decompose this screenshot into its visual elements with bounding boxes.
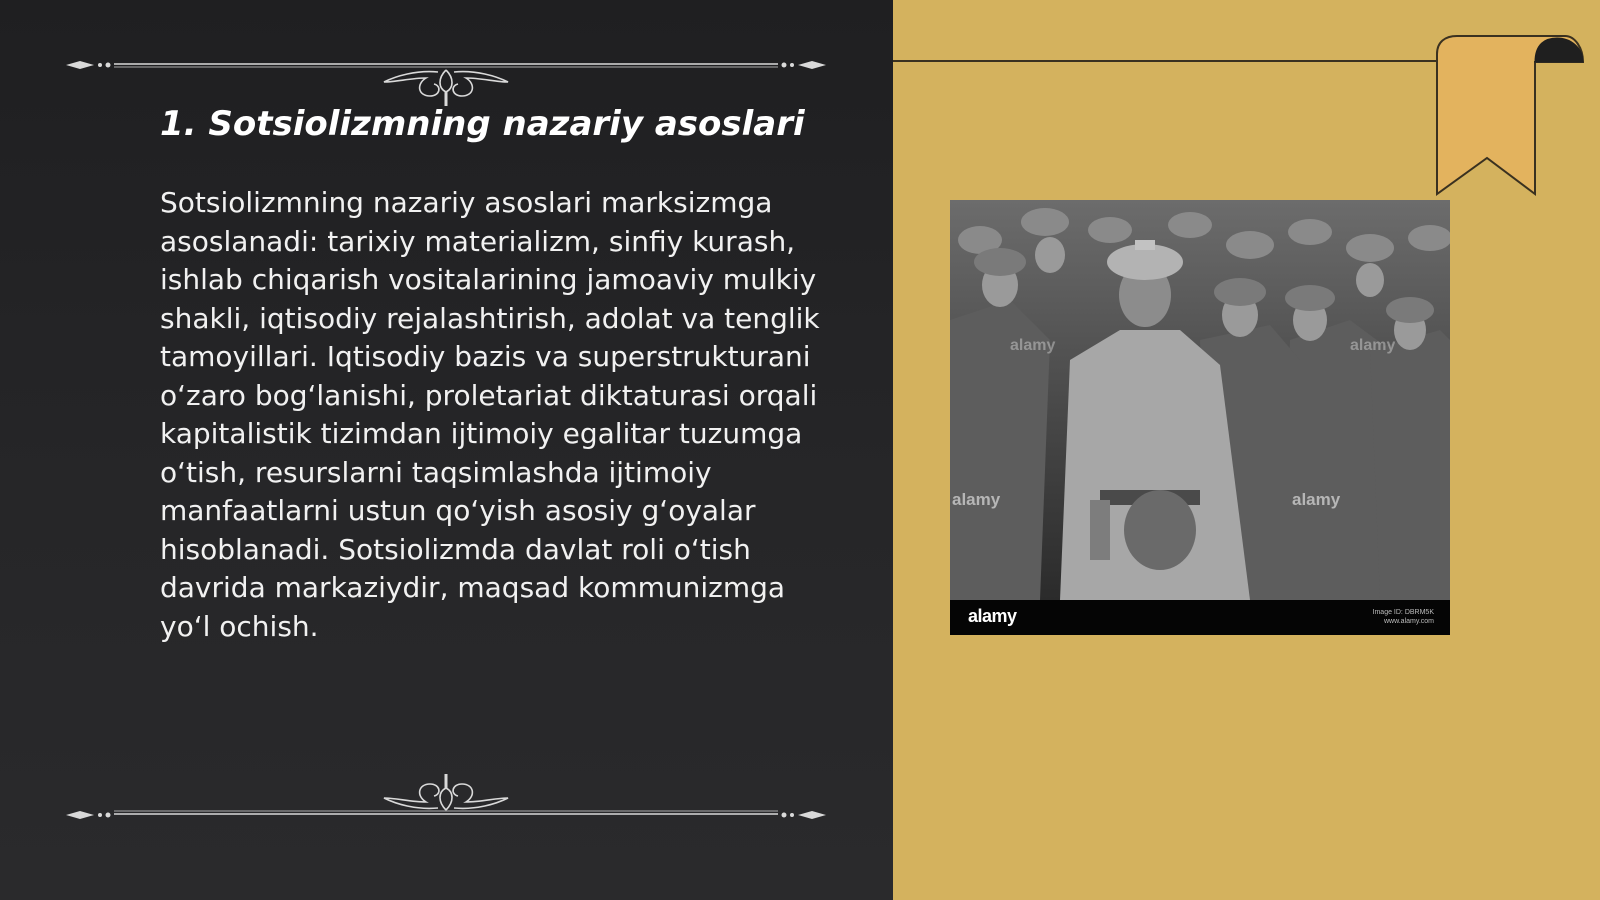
photo-credit-url: www.alamy.com: [1383, 618, 1434, 625]
svg-text:alamy: alamy: [1010, 337, 1056, 354]
ribbon-bookmark-icon: [1435, 34, 1585, 199]
svg-text:alamy: alamy: [1350, 337, 1396, 354]
photo-credit: [1373, 608, 1434, 626]
soldiers-photo: [950, 200, 1450, 635]
photo-footer-bar: [950, 600, 1450, 635]
photo-image: [950, 200, 1450, 600]
photo-watermark: alamy: [952, 490, 1001, 509]
photo-credit-id: Image ID: DBRM5K: [1372, 609, 1434, 616]
slide-title: 1. Sotsiolizmning nazariy asoslari: [160, 104, 805, 144]
flourish-divider-icon: [66, 772, 826, 832]
photo-watermark: alamy: [1292, 490, 1341, 509]
photo-logo: alamy: [968, 606, 1017, 626]
flourish-divider-icon: [66, 48, 826, 108]
horizontal-divider-line: [893, 60, 1438, 62]
slide-body-text: Sotsiolizmning nazariy asoslari marksizmga asoslanadi: tarixiy materializm, sinfiy kurash, ishlab chiqarish vositalarining jamoaviy mulkiy shakli, iqtisodiy rejalashtirish, adolat va tenglik tamoyillari. Iqtisodiy bazis va superstrukturani o‘zaro bog‘lanishi, proletariat diktaturasi orqali kapitalistik tizimdan ijtimoiy egalitar tuzumga o‘tish, resurslarni taqsimlashda ijtimoiy manfaatlarni ustun qo‘yish asosiy g‘oyalar hisoblanadi. Sotsiolizmda davlat roli o‘tish davrida markaziydir, maqsad kommunizmga yo‘l ochish.: [160, 186, 820, 643]
